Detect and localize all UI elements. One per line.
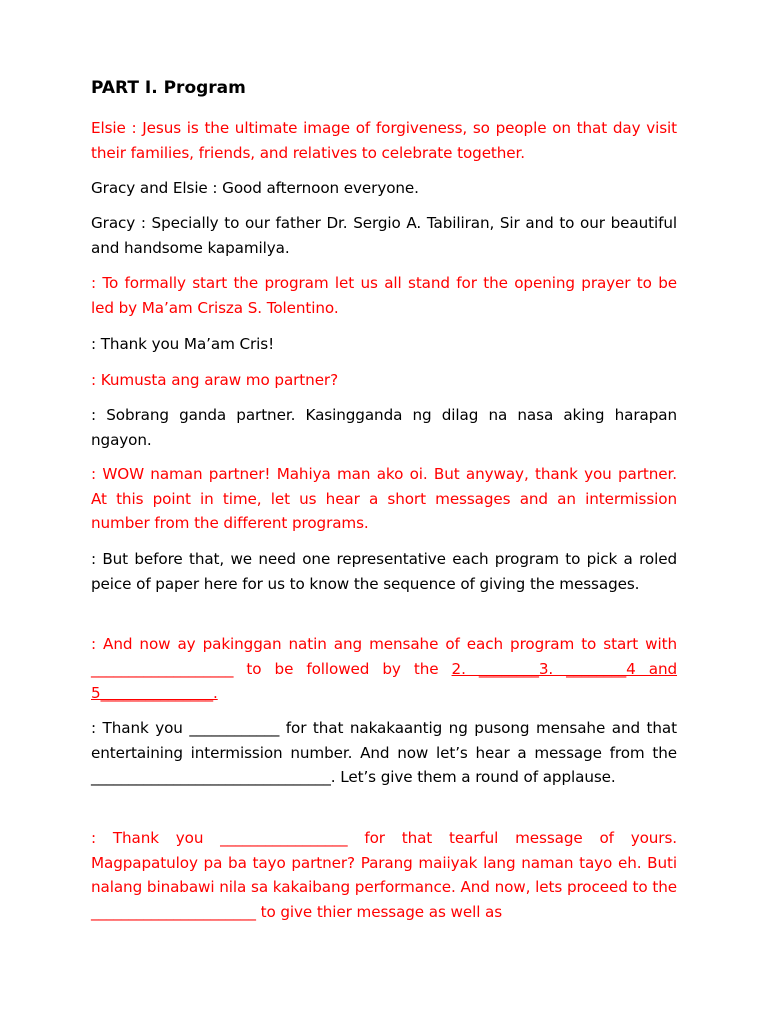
paragraph-greeting: Gracy and Elsie : Good afternoon everyone.: [91, 179, 419, 197]
paragraph-opening-prayer: : To formally start the program let us all stand for the opening prayer to be led by Ma’am Crisza S. Tolentino.: [91, 274, 677, 317]
sequence-numbers: 2. ________3. ________4 and 5_______________.: [91, 659, 678, 702]
paragraph-before-that: : But before that, we need one representative each program to pick a roled peice of paper here for us to know the sequence of giving the messages.: [91, 550, 677, 593]
part-heading: PART I. Program: [91, 78, 246, 98]
paragraph-elsie-forgiveness: Elsie : Jesus is the ultimate image of forgiveness, so people on that day visit their families, friends, and relatives to celebrate together.: [91, 119, 677, 162]
paragraph-tearful-message: : Thank you _________________ for that tearful message of yours. Magpapatuloy pa ba tayo partner? Parang maiiyak lang naman tayo eh. Buti nalang binabawi nila sa kakaibang performance. And now, lets proceed to the ______________________ to give thier message as well as: [91, 829, 677, 921]
paragraph-thank-you-cris: : Thank you Ma’am Cris!: [91, 335, 275, 353]
sequence-text: : And now ay pakinggan natin ang mensahe of each program to start with ___________________ to be followed by the: [91, 635, 677, 678]
paragraph-wow-naman: : WOW naman partner! Mahiya man ako oi. But anyway, thank you partner. At this point in time, let us hear a short messages and an intermission number from the different programs.: [91, 465, 677, 532]
paragraph-gracy-specially: Gracy : Specially to our father Dr. Sergio A. Tabiliran, Sir and to our beautiful and handsome kapamilya.: [91, 214, 677, 257]
paragraph-thank-you-mensahe: : Thank you ____________ for that nakakaantig ng pusong mensahe and that entertaining intermission number. And now let’s hear a message from the ________________________________. Let’s give them a round of applause.: [91, 719, 677, 786]
paragraph-sequence-start: [91, 632, 677, 706]
paragraph-sobrang-ganda: : Sobrang ganda partner. Kasingganda ng dilag na nasa aking harapan ngayon.: [91, 406, 677, 449]
paragraph-kumusta: : Kumusta ang araw mo partner?: [91, 371, 339, 389]
